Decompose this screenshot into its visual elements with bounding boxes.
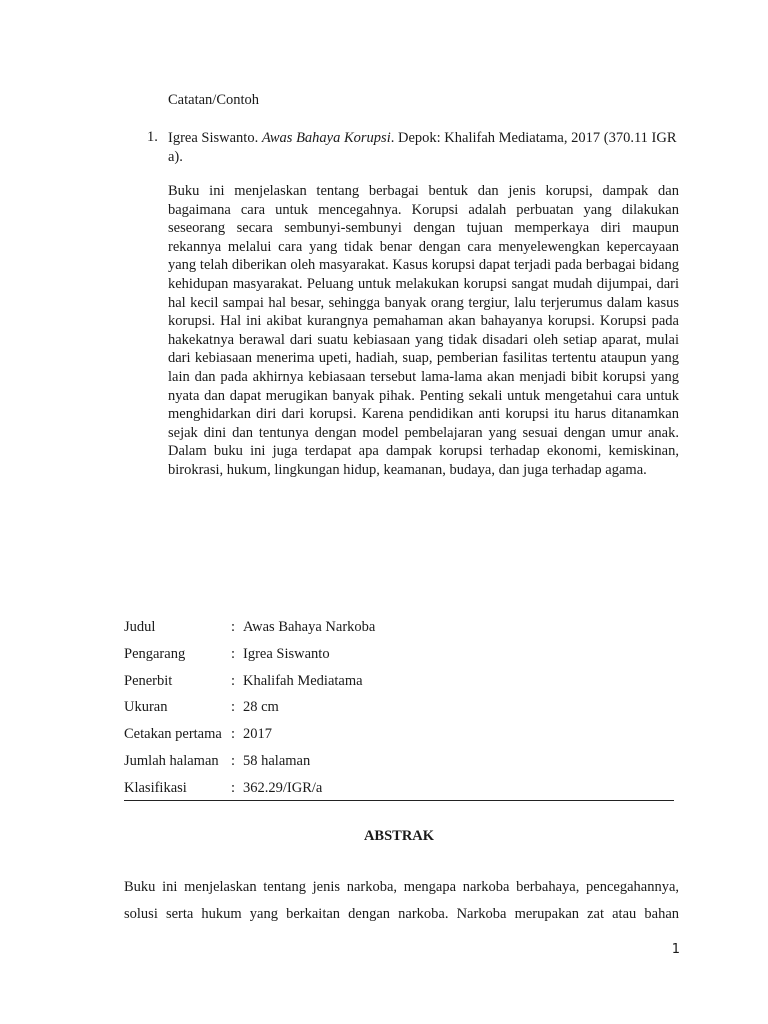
info-separator: : [231,645,236,662]
info-separator: : [231,699,236,716]
info-separator: : [231,779,236,796]
info-row-pengarang [124,644,674,671]
info-separator: : [231,672,236,689]
book-info-table [124,617,674,805]
info-row-cetakan-pertama [124,724,674,751]
page-number: 1 [671,942,680,957]
info-value: 2017 [243,726,272,743]
entry-summary: Buku ini menjelaskan tentang berbagai bentuk dan jenis korupsi, dampak dan bagaimana cara untuk mencegahnya. Korupsi adalah perbuatan yang dilakukan seseorang secara sembunyi-sembunyi dengan tujuan memperkaya diri maupun rekannya melalui cara yang tidak benar dengan cara menyelewengkan kepercayaan yang telah diberikan oleh masyarakat. Kasus korupsi dapat terjadi pada berbagai bidang kehidupan masyarakat. Peluang untuk melakukan korupsi sangat mudah dijumpai, dari hal kecil sampai hal besar, sehingga banyak orang tergiur, lalu terjerumus dalam kasus korupsi. Hal ini akibat kurangnya pemahaman akan bahayanya korupsi. Korupsi pada hakekatnya berawal dari suatu kebiasaan yang tidak disadari oleh setiap aparat, mulai dari kebiasaan menerima upeti, hadiah, suap, pemberian fasilitas tertentu ataupun yang lain dan pada akhirnya kebiasaan tersebut lama-lama akan menjadi bibit korupsi yang nyata dan dapat merugikan banyak pihak. Penting sekali untuk mengetahui cara untuk menghidarkan diri dari korupsi. Karena pendidikan anti korupsi itu harus ditanamkan sejak dini dan tentunya dengan model pembelajaran yang sesuai dengan umur anak. Dalam buku ini juga terdapat apa dampak korupsi terhadap ekonomi, kemiskinan, birokrasi, hukum, lingkungan hidup, keamanan, budaya, dan juga terhadap agama. [168,183,679,478]
entry-citation [168,129,678,167]
info-value: 28 cm [243,699,279,716]
info-label: Klasifikasi [124,779,187,796]
citation-title: Awas Bahaya Korupsi [261,130,391,146]
citation-author: Igrea Siswanto. [168,130,262,146]
info-separator: : [231,619,236,635]
info-label: Judul [124,619,156,635]
info-separator: : [231,726,236,743]
info-row-jumlah-halaman [124,751,674,778]
info-label: Pengarang [124,645,186,662]
citation-publication: . Depok: Khalifah Mediatama, 2017 (370.11 IGR a). [168,130,677,165]
info-label: Penerbit [124,672,173,689]
horizontal-divider [124,800,674,801]
info-label: Cetakan pertama [124,726,222,743]
abstract-title: ABSTRAK [363,828,435,844]
abstract-text: Buku ini menjelaskan tentang jenis narkoba, mengapa narkoba berbahaya, pencegahannya, solusi serta hukum yang berkaitan dengan narkoba. Narkoba merupakan zat atau bahan [124,879,679,922]
info-row-ukuran [124,697,674,724]
info-label: Jumlah halaman [124,752,219,769]
info-value: Khalifah Mediatama [243,672,363,689]
section-heading: Catatan/Contoh [168,92,260,108]
info-value: Igrea Siswanto [243,645,330,662]
info-value: 58 halaman [243,752,311,769]
info-label: Ukuran [124,699,168,716]
entry-number: 1. [147,129,158,145]
info-value: 362.29/IGR/a [243,779,323,796]
info-value: Awas Bahaya Narkoba [243,619,376,635]
info-row-penerbit [124,671,674,698]
info-row-judul [124,617,674,644]
info-separator: : [231,752,236,769]
